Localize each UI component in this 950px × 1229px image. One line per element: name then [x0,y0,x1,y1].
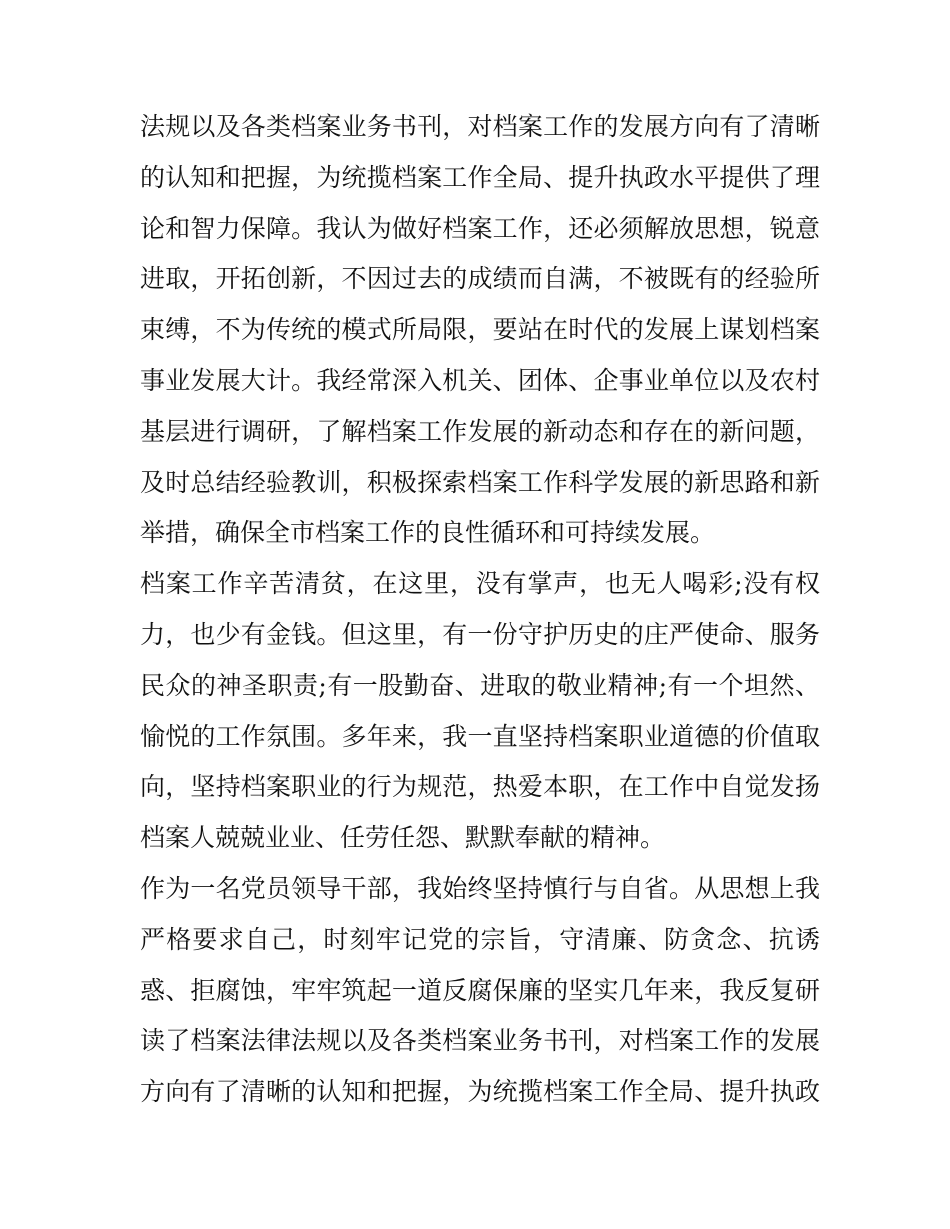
text-line: 作为一名党员领导干部，我始终坚持慎行与自省。从思想上我 [140,873,820,903]
text-line: 举措，确保全市档案工作的良性循环和可持续发展。 [140,518,716,548]
text-line: 事业发展大计。我经常深入机关、团体、企事业单位以及农村 [140,365,820,395]
text-line: 档案人兢兢业业、任劳任怨、默默奉献的精神。 [140,823,666,853]
text-line: 的认知和把握，为统揽档案工作全局、提升执政水平提供了理 [140,162,820,192]
text-line: 惑、拒腐蚀，牢牢筑起一道反腐保廉的坚实几年来，我反复研 [140,975,820,1005]
body-text [140,102,820,1118]
text-line: 束缚，不为传统的模式所局限，要站在时代的发展上谋划档案 [140,315,820,345]
text-line: 读了档案法律法规以及各类档案业务书刊，对档案工作的发展 [140,1026,820,1056]
text-line: 法规以及各类档案业务书刊，对档案工作的发展方向有了清晰 [140,112,820,141]
text-line: 严格要求自己，时刻牢记党的宗旨，守清廉、防贪念、抗诱 [140,924,820,954]
text-line: 档案工作辛苦清贫，在这里，没有掌声，也无人喝彩;没有权 [140,569,820,599]
text-line: 进取，开拓创新，不因过去的成绩而自满，不被既有的经验所 [140,264,820,294]
text-line: 愉悦的工作氛围。多年来，我一直坚持档案职业道德的价值取 [140,721,820,751]
text-line: 及时总结经验教训，积极探索档案工作科学发展的新思路和新 [140,467,820,497]
text-line: 论和智力保障。我认为做好档案工作，还必须解放思想，锐意 [140,213,820,243]
text-line: 向，坚持档案职业的行为规范，热爱本职，在工作中自觉发扬 [140,772,820,802]
text-line: 力，也少有金钱。但这里，有一份守护历史的庄严使命、服务 [140,619,820,649]
text-line: 民众的神圣职责;有一股勤奋、进取的敬业精神;有一个坦然、 [140,670,820,700]
text-line: 方向有了清晰的认知和把握，为统揽档案工作全局、提升执政 [140,1077,820,1107]
text-line: 基层进行调研，了解档案工作发展的新动态和存在的新问题， [140,416,820,446]
